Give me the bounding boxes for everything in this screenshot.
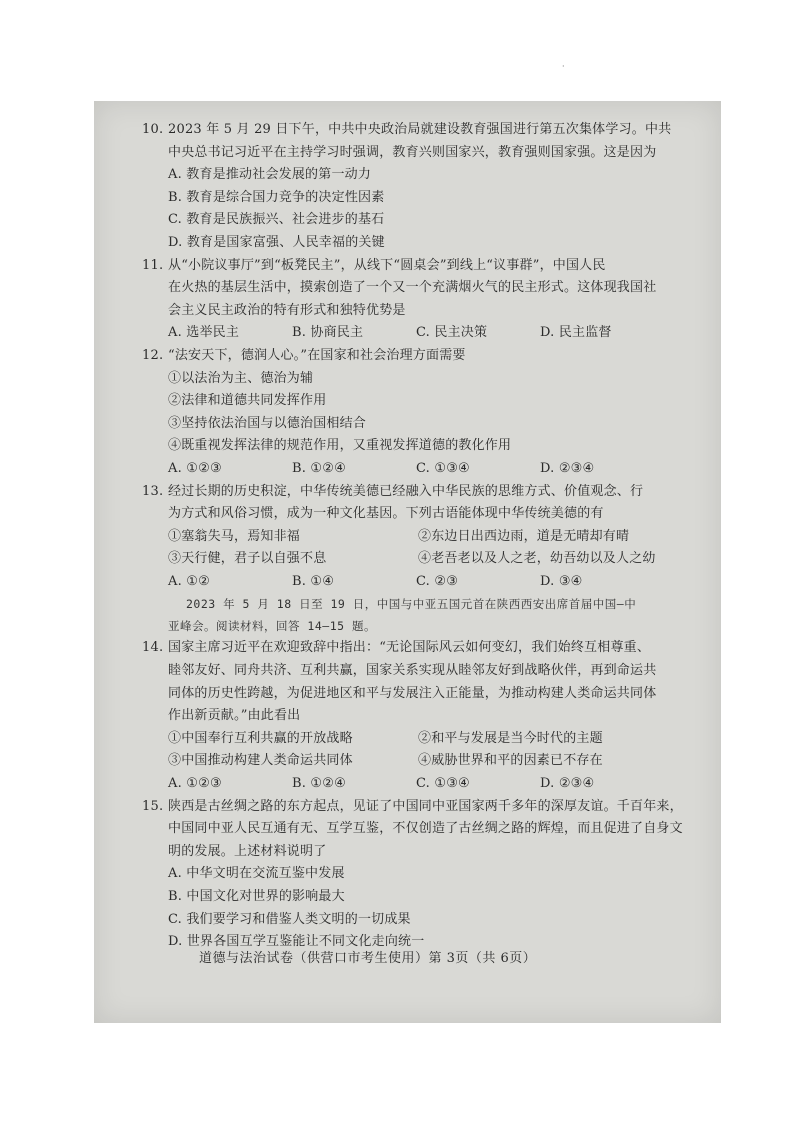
statement-item: ③天行健，君子以自强不息: [168, 551, 327, 567]
stem-line: 为方式和风俗习惯，成为一种文化基因。下列古语能体现中华传统美德的有: [168, 506, 604, 522]
question-11: [142, 255, 706, 345]
question-10: [142, 119, 706, 255]
option-b: B. 中国文化对世界的影响最大: [168, 889, 345, 904]
exam-page: [94, 101, 721, 1023]
statement-item: ②东边日出西边雨，道是无晴却有晴: [418, 528, 630, 544]
option-a: A. ①②: [168, 573, 210, 589]
option-a: A. 选举民主: [168, 325, 240, 341]
option-d: D. ③④: [540, 573, 583, 589]
option-a: A. 中华文明在交流互鉴中发展: [168, 866, 345, 882]
statement-row: [168, 750, 706, 773]
question-13: [142, 481, 706, 594]
option-a: A. ①②③: [168, 460, 222, 476]
statement-item: ④威胁世界和平的因素已不存在: [418, 753, 603, 769]
question-15: [142, 796, 706, 954]
stem-line: 明的发展。上述材料说明了: [168, 843, 327, 859]
statement-item: ①中国奉行互利共赢的开放战略: [168, 730, 353, 746]
stem-line: 同体的历史性跨越，为促进地区和平与发展注入正能量，为推动构建人类命运共同体: [168, 685, 657, 701]
question-stem: [168, 637, 706, 727]
option-d: D. 世界各国互学互鉴能让不同文化走向统一: [168, 934, 425, 950]
option-a: A. 教育是推动社会发展的第一动力: [168, 167, 372, 183]
question-number: 10.: [142, 122, 164, 137]
question-list: [142, 119, 706, 954]
question-number: 15.: [142, 798, 164, 814]
option-row: [168, 773, 706, 796]
statement-item: ③坚持依法治国与以德治国相结合: [168, 415, 367, 431]
scan-dot: ·: [562, 62, 565, 71]
question-number: 14.: [142, 640, 164, 656]
question-stem: [168, 119, 706, 164]
question-12: [142, 345, 706, 481]
option-c: C. ①③④: [416, 460, 470, 476]
option-c: C. ②③: [416, 573, 459, 589]
option-b: B. ①②④: [292, 776, 346, 792]
option-c: C. 民主决策: [416, 325, 488, 341]
statement-item: ②和平与发展是当今时代的主题: [418, 730, 603, 746]
option-d: D. ②③④: [540, 460, 595, 476]
stem-line: 睦邻友好、同舟共济、互利共赢，国家关系实现从睦邻友好到战略伙伴，再到命运共: [168, 663, 657, 679]
option-row: [168, 458, 706, 481]
question-14: [142, 637, 706, 795]
statement-item: ①塞翁失马，焉知非福: [168, 528, 301, 544]
stem-line: 中国同中亚人民互通有无、互学互鉴，不仅创造了古丝绸之路的辉煌，而且促进了自身文: [168, 821, 683, 837]
statement-item: ②法律和道德共同发挥作用: [168, 393, 327, 409]
stem-line: 作出新贡献。”由此看出: [168, 708, 301, 724]
statement-item: ④既重视发挥法律的规范作用，又重视发挥道德的教化作用: [168, 438, 512, 454]
option-b: B. ①②④: [292, 460, 346, 476]
statement-row: [168, 526, 706, 549]
stem-line: 从“小院议事厅”到“板凳民主”，从线下“圆桌会”到线上“议事群”，中国人民: [168, 257, 606, 273]
stem-line: 在火热的基层生活中，摸索创造了一个又一个充满烟火气的民主形式。这体现我国社: [168, 280, 657, 296]
page-footer: 道德与法治试卷（供营口市考生使用）第 3页（共 6页）: [199, 951, 537, 966]
material-line: 亚峰会。阅读材料，回答 14—15 题。: [168, 619, 376, 634]
option-row: [168, 322, 706, 345]
option-d: D. ②③④: [540, 776, 595, 792]
stem-line: 国家主席习近平在欢迎致辞中指出：“无论国际风云如何变幻，我们始终互相尊重、: [168, 640, 651, 656]
option-c: C. 教育是民族振兴、社会进步的基石: [168, 212, 385, 228]
stem-line: 会主义民主政治的特有形式和独特优势是: [168, 302, 406, 318]
statement-row: [168, 728, 706, 751]
option-row: [168, 571, 706, 594]
material-line: 2023 年 5 月 18 日至 19 日，中国与中亚五国元首在陕西西安出席首届中国—中: [186, 597, 637, 612]
option-b: B. ①④: [292, 573, 335, 589]
question-stem: [168, 481, 706, 526]
question-number: 12.: [142, 347, 164, 363]
option-a: A. ①②③: [168, 776, 222, 792]
statement-item: ④老吾老以及人之老，幼吾幼以及人之幼: [418, 551, 656, 567]
question-stem: [168, 345, 706, 368]
statement-item: ①以法治为主、德治为辅: [168, 370, 314, 386]
question-number: 13.: [142, 483, 164, 499]
stem-line: 中央总书记习近平在主持学习时强调，教育兴则国家兴，教育强则国家强。这是因为: [168, 144, 657, 160]
question-stem: [168, 796, 706, 864]
option-b: B. 协商民主: [292, 325, 364, 341]
stem-line: 2023 年 5 月 29 日下午，中共中央政治局就建设教育强国进行第五次集体学习。中共: [168, 122, 672, 137]
option-c: C. ①③④: [416, 776, 470, 792]
stem-line: 经过长期的历史积淀，中华传统美德已经融入中华民族的思维方式、价值观念、行: [168, 483, 644, 499]
stem-line: 陕西是古丝绸之路的东方起点，见证了中国同中亚国家两千多年的深厚友谊。千百年来，: [168, 798, 683, 814]
stem-line: “法安天下，德润人心。”在国家和社会治理方面需要: [168, 347, 466, 363]
option-b: B. 教育是综合国力竞争的决定性因素: [168, 189, 385, 205]
option-d: D. 民主监督: [540, 325, 612, 341]
reading-material: [168, 593, 706, 637]
option-d: D. 教育是国家富强、人民幸福的关键: [168, 234, 385, 250]
question-stem: [168, 255, 706, 323]
question-number: 11.: [142, 257, 164, 273]
option-c: C. 我们要学习和借鉴人类文明的一切成果: [168, 911, 411, 927]
statement-row: [168, 548, 706, 571]
statement-item: ③中国推动构建人类命运共同体: [168, 753, 353, 769]
